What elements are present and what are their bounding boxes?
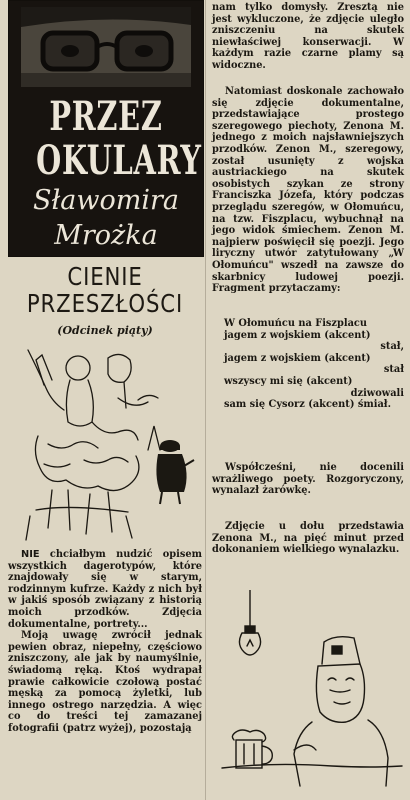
right-column xyxy=(212,0,404,800)
beer-mug-icon xyxy=(232,730,272,768)
poem-line: dziwowali xyxy=(350,387,404,399)
author-first-name: Sławomira xyxy=(33,185,179,216)
column-header-box xyxy=(8,0,204,257)
light-bulb-icon xyxy=(239,590,260,655)
paragraph-6: Zdjęcie u dołu przedstawia Zenona M., na pięć minut przed dokonaniem wielkiego wynalazku. xyxy=(212,521,404,556)
right-column-text-caption xyxy=(212,521,404,556)
column-title-line1: PRZEZ xyxy=(49,93,163,140)
drop-word: NIE xyxy=(21,549,40,560)
poem-line: stał xyxy=(383,364,404,376)
poem-line: jagem z wojskiem (akcent) xyxy=(224,329,371,341)
column-divider xyxy=(205,0,206,800)
article-title-line1: CIENIE xyxy=(67,262,143,291)
paragraph-2: Moją uwagę zwrócił jednak pewien obraz, niepełny, częściowo zniszczony, ale jak by naumyślnie, świadomą ręką. Ktoś wydrapał prawie całkowicie czołową postać męską za pomocą żyletki, lub innego ostrego narzędzia. A więc co do treści tej zamazanej fotografii (patrz wyżej), pozostają xyxy=(8,630,202,734)
right-column-text-middle xyxy=(212,86,404,295)
paragraph-4: Natomiast doskonale zachowało się zdjęcie dokumentalne, przedstawiające prostego szeregowego piechoty, Zenona M. jednego z moich najsławniejszych przodków. Zenon M., szeregowy, został usunięty z wojska austriackiego na skutek osobistych szykan ze strony Franciszka Józefa, który podczas przeglądu szeregów, w Ołomuńcu, na tzw. Fiszplacu, wybuchnął na jego widok śmiechem. Zenon M. najpierw poświęcił się poezji. Jego liryczny utwór zatytułowany „W Ołomuńcu" wszedł na zawsze do skarbnicy ludowej poezji. Fragment przytaczamy: xyxy=(212,86,404,295)
poem-line: sam się Cysorz (akcent) śmiał. xyxy=(224,399,391,411)
poem-line: stał, xyxy=(380,341,404,353)
right-column-text-after-poem xyxy=(212,462,404,497)
author-photo-glasses xyxy=(21,7,191,87)
left-column xyxy=(8,0,202,800)
right-column-text-top xyxy=(212,2,404,72)
inventor-cartoon xyxy=(212,590,404,790)
author-last-name: Mrożka xyxy=(54,220,158,251)
scratched-photo-illustration xyxy=(8,340,202,545)
paragraph-3: nam tylko domysły. Zresztą nie jest wykluczone, że zdjęcie uległo zniszczeniu na skutek niewłaściwej konserwacji. W każdym razie czarne plamy są widoczne. xyxy=(212,2,404,71)
soldier-silhouette-icon xyxy=(148,436,198,506)
left-column-text xyxy=(8,549,202,735)
poem-line: W Ołomuńcu na Fiszplacu xyxy=(224,318,368,329)
poem-line: wszyscy mi się (akcent) xyxy=(224,375,353,387)
paragraph-1-text: chciałbym nudzić opisem wszystkich dagerotypów, które znajdowały się w starym, rodzinnym kufrze. Każdy z nich był w jakiś sposób związany z historią moich przodków. Zdjęcia dokumentalne, portrety... xyxy=(8,549,202,630)
article-title-line2: PRZESZŁOŚCI xyxy=(26,289,184,318)
episode-label: (Odcinek piąty) xyxy=(57,324,153,337)
paragraph-1 xyxy=(8,549,202,630)
paragraph-5: Współcześni, nie docenili wrażliwego poety. Rozgoryczony, wynalazł żarówkę. xyxy=(212,462,404,497)
poem-line: jagem z wojskiem (akcent) xyxy=(224,352,371,364)
poem-fragment xyxy=(214,318,404,411)
column-title-line2: OKULARY xyxy=(36,137,202,184)
author-photo xyxy=(21,7,191,87)
